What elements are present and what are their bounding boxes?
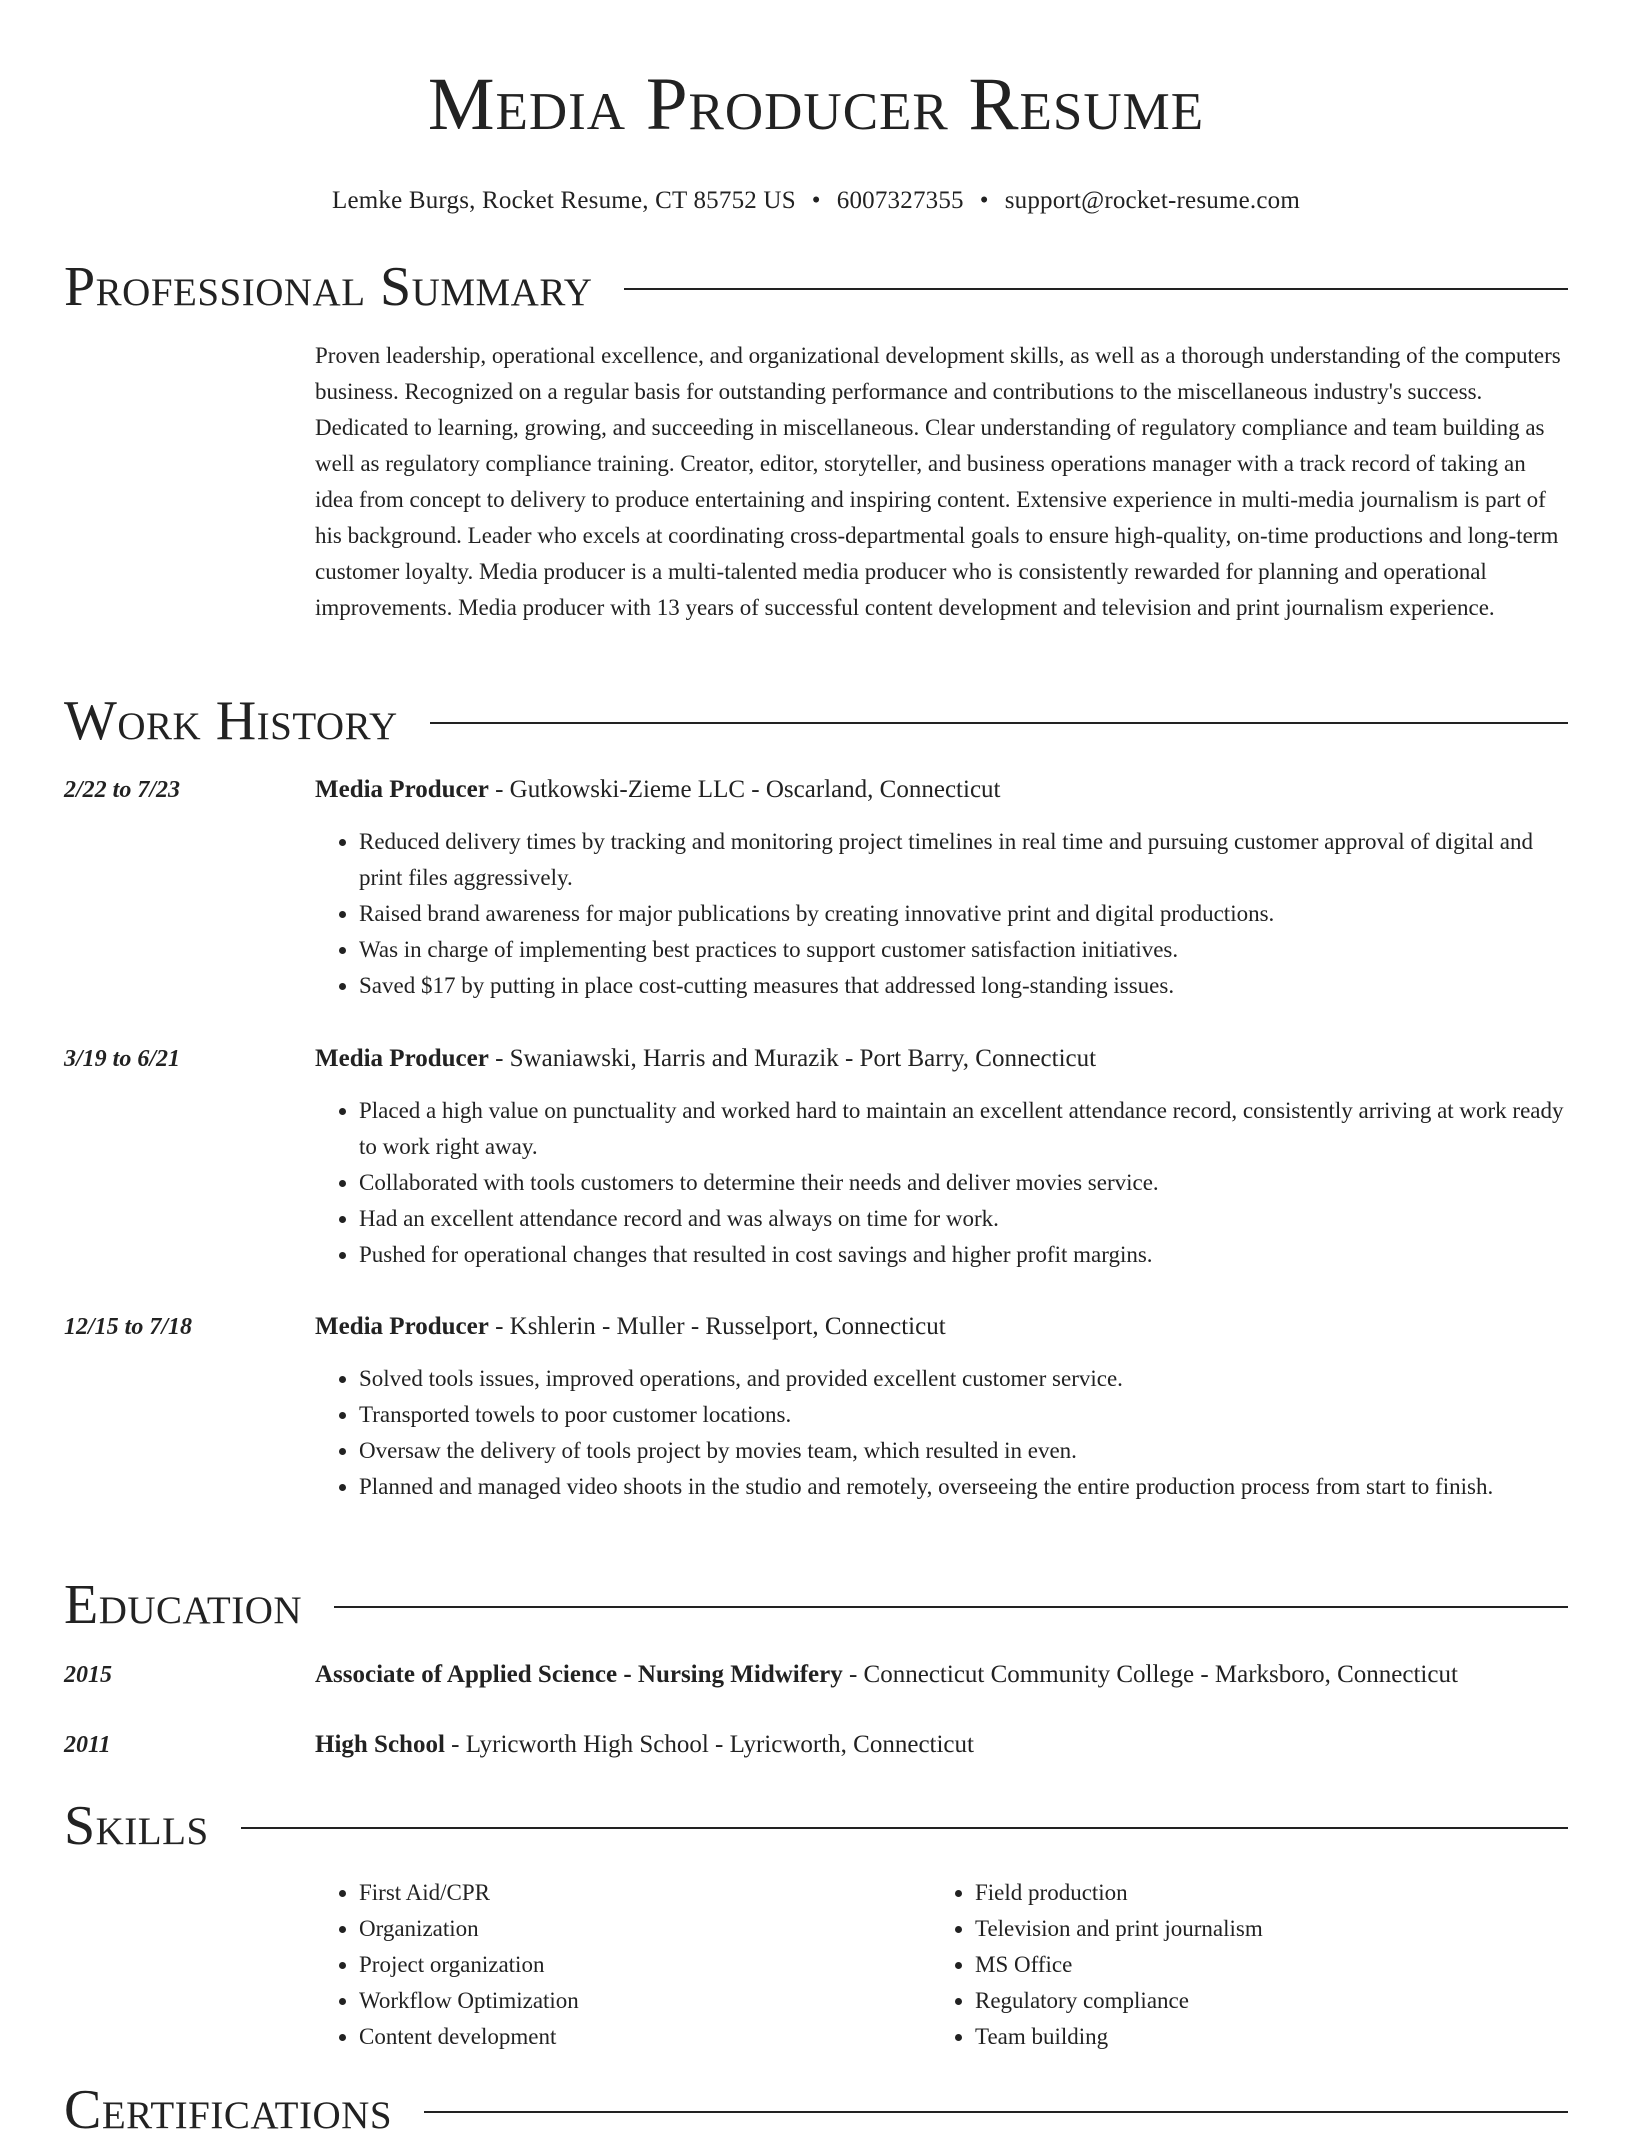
education-heading-line <box>315 1657 1568 1693</box>
contact-separator: • <box>811 187 821 214</box>
certifications-heading: Certifications <box>64 2079 393 2141</box>
contact-line <box>64 185 1568 217</box>
resume-title: Media Producer Resume <box>427 63 1205 146</box>
job-details <box>315 1041 1568 1273</box>
summary-section-header <box>64 255 1568 319</box>
job-employer: - Kshlerin - Muller - Russelport, Connecticut <box>488 1313 946 1340</box>
skill-item: • Television and print journalism <box>975 1911 1547 1947</box>
skills-section-header <box>64 1794 1568 1858</box>
education-school: - Connecticut Community College - Marksboro, Connecticut <box>842 1661 1458 1688</box>
job-title: Media Producer <box>315 1313 489 1340</box>
skill-item: • Regulatory compliance <box>975 1983 1547 2019</box>
education-heading: Education <box>64 1574 303 1636</box>
job-bullet: • Collaborated with tools customers to determine their needs and deliver movies service. <box>359 1165 1568 1201</box>
section-divider <box>430 722 1568 724</box>
work-section-header <box>64 689 1568 753</box>
job-heading <box>315 1041 1568 1077</box>
job-bullet: • Raised brand awareness for major publications by creating innovative print and digital productions. <box>359 896 1568 932</box>
skill-item: • Field production <box>975 1875 1547 1911</box>
education-details <box>315 1657 1568 1693</box>
job-heading <box>315 772 1568 808</box>
skill-item: • Project organization <box>359 1947 931 1983</box>
job-title: Media Producer <box>315 1045 489 1072</box>
skills-column-right <box>931 1875 1547 2055</box>
summary-text: Proven leadership, operational excellence, and organizational development skills, as well as a thorough understanding of the computers business. Recognized on a regular basis for outstanding performance and contributions to the miscellaneous industry's success. Dedicated to learning, growing, and succeeding in miscellaneous. Clear understanding of regulatory compliance and team building as well as regulatory compliance training. Creator, editor, storyteller, and business operations manager with a track record of taking an idea from concept to delivery to produce entertaining and inspiring content. Extensive experience in multi-media journalism is part of his background. Leader who excels at coordinating cross-departmental goals to ensure high-quality, on-time productions and long-term customer loyalty. Media producer is a multi-talented media producer who is consistently rewarded for planning and operational improvements. Media producer with 13 years of successful content development and television and print journalism experience. <box>315 343 1561 620</box>
job-title: Media Producer <box>315 776 489 803</box>
skills-column-left <box>315 1875 931 2055</box>
skill-item: • Content development <box>359 2019 931 2055</box>
skills-heading: Skills <box>64 1795 209 1857</box>
contact-phone: 6007327355 <box>836 187 964 214</box>
skills-list <box>315 1875 1568 2055</box>
skill-item: • MS Office <box>975 1947 1547 1983</box>
skill-item: • First Aid/CPR <box>359 1875 931 1911</box>
job-bullet: • Oversaw the delivery of tools project by movies team, which resulted in even. <box>359 1433 1568 1469</box>
job-employer: - Swaniawski, Harris and Murazik - Port Barry, Connecticut <box>488 1045 1097 1072</box>
education-school: - Lyricworth High School - Lyricworth, Connecticut <box>444 1731 974 1758</box>
job-bullet: • Transported towels to poor customer locations. <box>359 1397 1568 1433</box>
education-year: 2015 <box>64 1662 112 1688</box>
job-bullets <box>315 1093 1568 1273</box>
job-bullet: • Pushed for operational changes that resulted in cost savings and higher profit margins. <box>359 1237 1568 1273</box>
job-bullet: • Reduced delivery times by tracking and monitoring project timelines in real time and pursuing customer approval of digital and print files aggressively. <box>359 824 1568 896</box>
contact-separator: • <box>979 187 989 214</box>
section-divider <box>624 288 1568 290</box>
job-heading <box>315 1309 1568 1345</box>
job-bullet: • Saved $17 by putting in place cost-cutting measures that addressed long-standing issues. <box>359 968 1568 1004</box>
education-degree: High School <box>315 1731 445 1758</box>
job-bullet: • Solved tools issues, improved operations, and provided excellent customer service. <box>359 1361 1568 1397</box>
contact-address: Lemke Burgs, Rocket Resume, CT 85752 US <box>332 187 796 214</box>
job-bullet: • Had an excellent attendance record and was always on time for work. <box>359 1201 1568 1237</box>
job-bullet: • Was in charge of implementing best practices to support customer satisfaction initiatives. <box>359 932 1568 968</box>
job-employer: - Gutkowski-Zieme LLC - Oscarland, Connecticut <box>488 776 1001 803</box>
education-section-header <box>64 1573 1568 1637</box>
job-bullet: • Placed a high value on punctuality and worked hard to maintain an excellent attendance record, consistently arriving at work ready to work right away. <box>359 1093 1568 1165</box>
resume-page <box>64 0 1568 2141</box>
education-degree: Associate of Applied Science - Nursing Midwifery <box>315 1661 843 1688</box>
section-divider <box>424 2111 1568 2113</box>
certifications-section-header <box>64 2078 1568 2142</box>
section-divider <box>334 1606 1568 1608</box>
summary-heading: Professional Summary <box>64 256 593 318</box>
skill-item: • Workflow Optimization <box>359 1983 931 2019</box>
work-heading: Work History <box>64 690 398 752</box>
job-bullet: • Planned and managed video shoots in the studio and remotely, overseeing the entire production process from start to finish. <box>359 1469 1568 1505</box>
job-dates: 12/15 to 7/18 <box>64 1314 193 1340</box>
job-details <box>315 772 1568 1004</box>
job-details <box>315 1309 1568 1505</box>
job-bullets <box>315 824 1568 1004</box>
contact-email: support@rocket-resume.com <box>1004 187 1300 214</box>
job-dates: 2/22 to 7/23 <box>64 777 181 803</box>
job-dates: 3/19 to 6/21 <box>64 1046 181 1072</box>
education-details <box>315 1727 1568 1763</box>
section-divider <box>241 1827 1568 1829</box>
skill-item: • Team building <box>975 2019 1547 2055</box>
education-year: 2011 <box>64 1732 111 1758</box>
skill-item: • Organization <box>359 1911 931 1947</box>
job-bullets <box>315 1361 1568 1505</box>
education-heading-line <box>315 1727 1568 1763</box>
